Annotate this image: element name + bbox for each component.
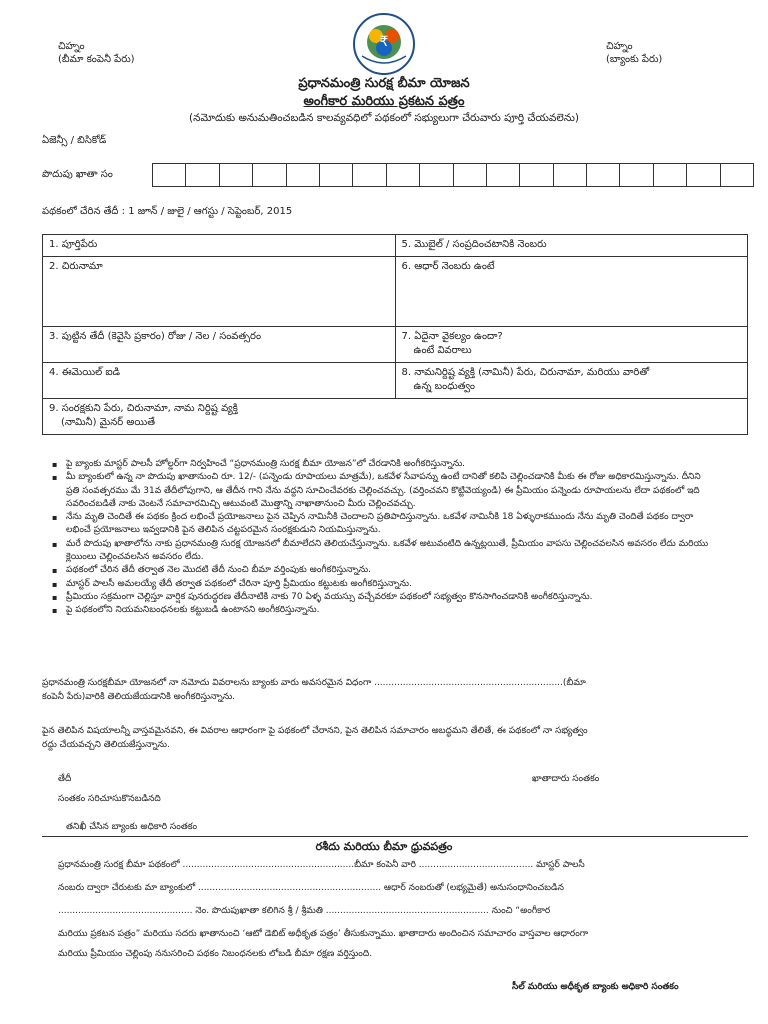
section-divider [42, 836, 748, 837]
account-digit-box[interactable] [654, 163, 687, 187]
form-title: ప్రధానమంత్రి సురక్ష బీమా యోజన [298, 76, 470, 91]
form-note: (నమోదుకు అనుమతించబడిన కాలవ్యవధిలో పథకంలో సభ్యులుగా చేరువారు పూర్తి చేయవలెను) [189, 112, 579, 124]
signature-verified-label: సంతకం సరిచూసుకొనబడినది [58, 794, 161, 804]
bullet-item: ▪ మరే పొదుపు ఖాతాలోను నాకు ప్రధానమంత్రి సురక్ష యోజనలో బీమాలేదని తెలియచేస్తున్నాను. ఒకవేళ అటువంటిది ఉన్నట్లయితే, ప్రీమియం వాపసు చెల్లించవలసిన అవసరం లేదు మరియు క్లెయింలు చెల్లించవలసిన అవసరం లేదు. [50, 538, 710, 565]
bullet-item: ▪ పై పథకంలోని నియమనిబంధనలకు కట్టుబడి ఉంటానని అంగీకరిస్తున్నాను. [50, 604, 710, 617]
seal-signature-label[interactable]: సీల్ మరియు అధీకృత బ్యాంకు అధికారి సంతకం [512, 982, 679, 992]
svg-text:₹: ₹ [379, 34, 389, 50]
bullet-item: ▪ పై బ్యాంకు మాస్టర్ పాలసీ హోల్డర్‌గా నిర్వహించే “ప్రధానమంత్రి సురక్ష బీమా యోజన”లో చేరడానికి అంగీకరిస్తున్నాను. [50, 458, 710, 471]
nominee-label: 8. నామనిర్దిష్ట వ్యక్తి (నామినీ) పేరు, చిరునామా, మరియు వారితో [401, 367, 650, 378]
field-disability[interactable] [395, 327, 748, 363]
bullet-item: ▪ పథకంలో చేరిన తేదీ తర్వాత నెల మొదటి తేదీ నుంచి బీమా వర్తింపుకు అంగీకరిస్తున్నాను. [50, 564, 710, 577]
account-digit-box[interactable] [587, 163, 620, 187]
account-number-boxes[interactable] [152, 163, 754, 187]
declaration-line-1: పైన తెలిపిన విషయాలన్నీ వాస్తవమైనవని, ఈ వివరాల ఆధారంగా పై పథకంలో చేరానని, పైన తెలిపిన సమాచారం అబద్ధమని తేలితే, ఈ పథకంలో నా సభ్యత్వం [42, 726, 588, 736]
account-digit-box[interactable] [487, 163, 520, 187]
full-name-label: 1. పూర్తిపేరు [49, 239, 98, 250]
account-number-label: పొదుపు ఖాతా సం [42, 169, 113, 180]
field-full-name[interactable] [43, 235, 396, 257]
bullet-item: ▪ మాస్టర్ పాలసీ అమలయ్యే తేదీ తర్వాత పథకంలో చేరినా పూర్తి ప్రీమియం కట్టుటకు అంగీకరిస్తున్నాను. [50, 578, 710, 591]
account-digit-box[interactable] [554, 163, 587, 187]
account-digit-box[interactable] [186, 163, 219, 187]
bullet-item: ▪ మీ బ్యాంకులో ఉన్న నా పొదుపు ఖాతానుంచి రూ. 12/- (పన్నెండు రూపాయలు మాత్రమే), ఒకవేళ సేవాపన్ను ఉంటే దానితో కలిపి చెల్లించడానికి మీకు ఈ రోజు అధికారమిస్తున్నాను. దీనిని ప్రతి సంవత్సరము మే 31వ తేదీలోపుగాని, ఆ తేదీన గాని నేను వద్దని సూచించేవరకు చెల్లించవచ్చు. (వర్తించవని కొట్టివెయ్యండి) ఈ ప్రీమియం పన్నెండు రూపాయలను లేదా పథకంలో ఇది సవరించబడితే నాకు వెంటనే సమాచారమిచ్చి ఆటువంటి మొత్తాన్ని నాఖాతానుంచి మీరు చెల్లించవచ్చు. [50, 471, 710, 511]
declaration-bullets [50, 458, 710, 618]
field-dob[interactable] [43, 327, 396, 363]
account-digit-box[interactable] [320, 163, 353, 187]
receipt-title: రశీదు మరియు బీమా ధ్రువపత్రం [315, 840, 453, 853]
nominee-relation-label: ఉన్న బంధుత్వం [413, 381, 475, 392]
account-digit-box[interactable] [420, 163, 453, 187]
field-aadhaar[interactable] [395, 257, 748, 327]
bullet-item: ▪ ప్రీమియం సక్రమంగా చెల్లిస్తూ వార్షిక పునరుద్ధరణ తేదీనాటికి నాకు 70 ఏళ్ళ వయస్సు వచ్చేవరకూ పథకంలో సభ్యత్వం కొనసాగించడానికి అంగీకరిస్తున్నాను. [50, 591, 710, 604]
account-digit-box[interactable] [287, 163, 320, 187]
bank-logo-placeholder: చిహ్నం [606, 41, 633, 52]
guardian-minor-label: (నామినీ) మైనర్ అయితే [61, 417, 156, 428]
receipt-line-3: ............................................... నెం. పొదుపుఖాతా కలిగిన శ్రీ / శ్రీమతి ......................................................... నుంచి “అంగీకార [58, 906, 551, 916]
field-guardian[interactable] [43, 399, 748, 435]
account-digit-box[interactable] [687, 163, 720, 187]
member-details-table [42, 234, 748, 435]
bank-logo-label [606, 40, 662, 66]
account-digit-box[interactable] [353, 163, 386, 187]
insurer-name-placeholder: (బీమా కంపెనీ పేరు) [58, 54, 135, 65]
bank-officer-signature-label[interactable]: తనిఖీ చేసిన బ్యాంకు అధికారి సంతకం [66, 822, 198, 832]
mobile-label: 5. మొబైల్ / సంప్రదించటానికి నెంబరు [401, 239, 547, 250]
address-label: 2. చిరునామా [49, 261, 103, 272]
date-label: తేదీ [58, 774, 72, 784]
agency-code-label: ఏజెన్సీ / బిసికోడ్ [42, 135, 107, 146]
insurer-logo-placeholder: చిహ్నం [58, 41, 85, 52]
consent-line-2: కంపెనీ పేరు)వారికి తెలియజేయడానికి అంగీకరిస్తున్నాను. [42, 692, 236, 702]
disability-details-label: ఉంటే వివరాలు [413, 345, 472, 356]
bank-name-placeholder: (బ్యాంకు పేరు) [606, 54, 663, 65]
field-mobile[interactable] [395, 235, 748, 257]
guardian-label: 9. సంరక్షకుని పేరు, చిరునామా, నామ నిర్దిష్ట వ్యక్తి [49, 403, 238, 414]
receipt-line-4: మరియు ప్రకటన పత్రం” మరియు సదరు ఖాతానుంచి ‘ఆటో డెబిట్ అధీకృత పత్రం’ తీసుకున్నాము. ఖాతాదారు అందించిన సమాచారం వాస్తవాల ఆధారంగా [58, 929, 589, 939]
insurer-logo-label [58, 40, 135, 66]
account-digit-box[interactable] [220, 163, 253, 187]
receipt-line-5: మరియు ప్రీమియం చెల్లింపు ననుసరించి పథకం నిబంధనలకు లోబడి బీమా రక్షణ వర్తిస్తుంది. [58, 949, 373, 959]
field-nominee[interactable] [395, 363, 748, 399]
field-email[interactable] [43, 363, 396, 399]
account-digit-box[interactable] [721, 163, 754, 187]
scheme-logo [352, 12, 416, 76]
form-subtitle: అంగీకార మరియు ప్రకటన పత్రం [303, 94, 465, 109]
account-digit-box[interactable] [620, 163, 653, 187]
disability-label: 7. ఏదైనా వైకల్యం ఉందా? [401, 331, 503, 342]
consent-line-1: ప్రధానమంత్రి సురక్షబీమా యోజనలో నా నమోదు వివరాలను బ్యాంకు వారు అవసరమైన విధంగా ..................................................................(బీమా [42, 678, 586, 688]
receipt-line-1: ప్రధానమంత్రి సురక్ష బీమా పథకంలో ............................................................బీమా కంపెనీ వారి ........................................ మాస్టర్ పాలసీ [58, 860, 585, 870]
declaration-text [42, 724, 742, 752]
jan-dhan-logo-icon [352, 12, 416, 76]
bullet-item: ▪ నేను మృతి చెందితే ఈ పథకం క్రింద లభించే ప్రయోజనాలు పైన చెప్పిన నామినీకి చెందాలని ప్రతిపాదిస్తున్నాను. ఒకవేళ నామినీకి 18 ఏళ్ళురాకముందు నేను మృతి చెందితే పథకం ద్వారా లభించే ప్రయోజనాలు ఇవ్వడానికి పైన తెలిపిన చట్టపరమైన సంరక్షకుడుని నియమిస్తున్నాను. [50, 511, 710, 538]
declaration-line-2: రద్దు చేయవచ్చని తెలియజేస్తున్నాను. [42, 740, 170, 750]
account-digit-box[interactable] [520, 163, 553, 187]
email-label: 4. ఈమెయిల్ ఐడి [49, 367, 121, 378]
field-address[interactable] [43, 257, 396, 327]
account-digit-box[interactable] [253, 163, 286, 187]
account-digit-box[interactable] [387, 163, 420, 187]
receipt-line-2: నంబరు ద్వారా చేరుటకు మా బ్యాంకులో ................................................................ ఆధార్ నంబరుతో (లభ్యమైతే) అనుసంధానించబడిన [58, 883, 564, 893]
aadhaar-label: 6. ఆధార్ నెంబరు ఉంటే [401, 261, 495, 272]
account-holder-signature-label[interactable]: ఖాతాదారు సంతకం [532, 774, 600, 784]
join-date-line: పథకంలో చేరిన తేదీ : 1 జూన్ / జులై / ఆగస్టు / సెప్టెంబర్, 2015 [42, 206, 293, 217]
account-digit-box[interactable] [152, 163, 186, 187]
dob-label: 3. పుట్టిన తేదీ (కెవైసి ప్రకారం) రోజు / నెల / సంవత్సరం [49, 331, 262, 342]
account-digit-box[interactable] [454, 163, 487, 187]
